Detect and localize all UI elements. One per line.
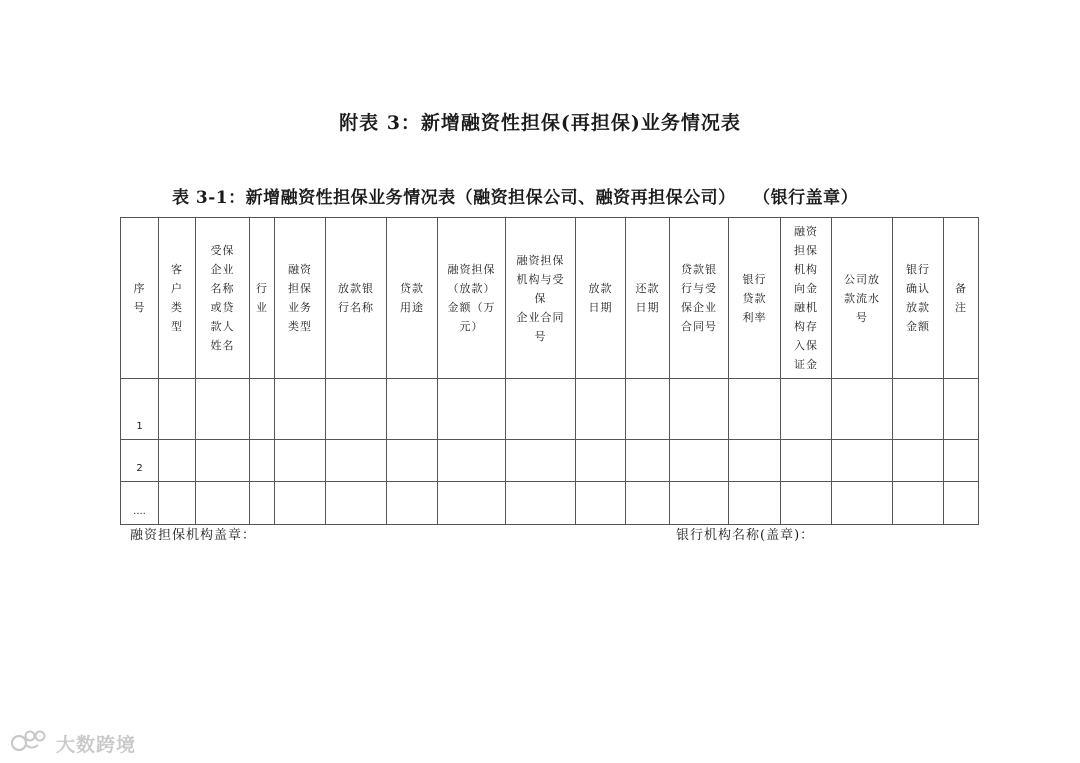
col-header-guarantee-contract-no: 融资担保 机构与受 保 企业合同 号: [506, 218, 576, 379]
bank-seal-note: （银行盖章）: [761, 188, 859, 208]
col-header-business-type: 融资 担保 业务 类型: [275, 218, 326, 379]
col-header-disbursement-date: 放款 日期: [576, 218, 626, 379]
watermark: [10, 728, 136, 758]
table-row: [121, 440, 979, 482]
col-header-serial-no: 公司放 款流水 号: [832, 218, 893, 379]
bank-institution-seal-label: 银行机构名称(盖章)：: [676, 528, 815, 543]
main-title: 附表 3：新增融资性担保(再担保)业务情况表: [339, 112, 741, 134]
col-header-bank-contract-no: 贷款银 行与受 保企业 合同号: [670, 218, 729, 379]
table-row: [121, 379, 979, 440]
table-header-row: [121, 218, 979, 379]
col-header-deposit: 融资 担保 机构 向金 融机 构存 入保 证金: [781, 218, 832, 379]
col-header-interest-rate: 银行 贷款 利率: [729, 218, 781, 379]
col-header-loan-purpose: 贷款 用途: [387, 218, 438, 379]
col-header-seq: 序 号: [121, 218, 159, 379]
col-header-industry: 行 业: [250, 218, 275, 379]
guarantee-institution-seal-label: 融资担保机构盖章：: [130, 528, 257, 543]
watermark-text: 大数跨境: [56, 733, 137, 756]
col-header-insured-name: 受保 企业 名称 或贷 款人 姓名: [196, 218, 250, 379]
col-header-guarantee-amount: 融资担保 （放款） 金额（万 元）: [438, 218, 506, 379]
row-seq-cell: 1: [121, 379, 159, 440]
col-header-customer-type: 客 户 类 型: [159, 218, 196, 379]
table-row: [121, 482, 979, 525]
col-header-lending-bank: 放款银 行名称: [326, 218, 387, 379]
guarantee-business-table: [120, 217, 979, 525]
sub-title: [172, 183, 858, 208]
col-header-confirmed-amount: 银行 确认 放款 金额: [893, 218, 944, 379]
row-seq-cell: 2: [121, 440, 159, 482]
sub-title-text: 表 3-1：新增融资性担保业务情况表（融资担保公司、融资再担保公司）: [172, 188, 736, 208]
row-seq-cell: ....: [121, 482, 159, 525]
col-header-remarks: 备 注: [944, 218, 979, 379]
col-header-repayment-date: 还款 日期: [626, 218, 670, 379]
watermark-logo-icon: [10, 728, 50, 758]
